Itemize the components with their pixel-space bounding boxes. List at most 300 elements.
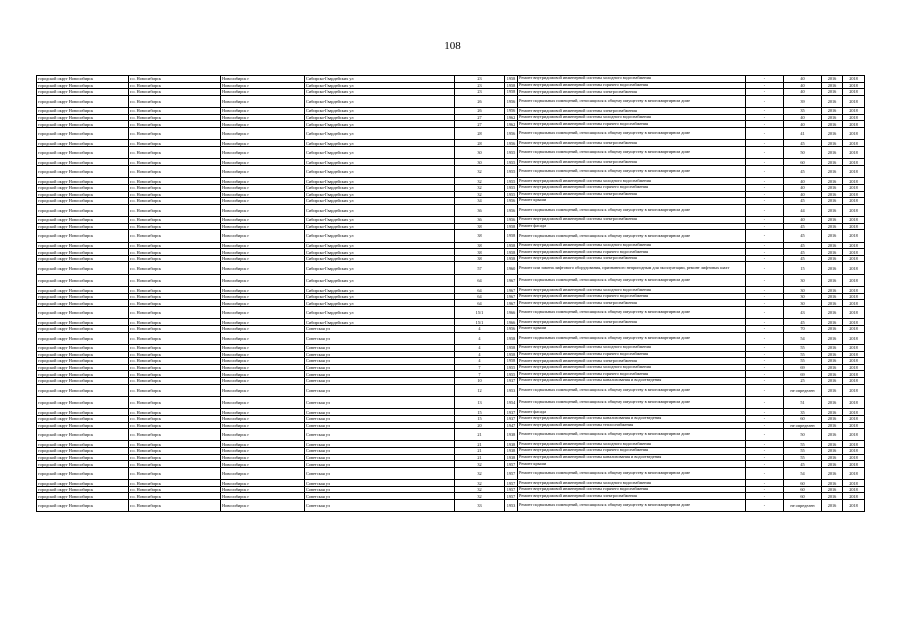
year-from-cell: 2016: [822, 371, 843, 378]
value-cell: 35: [784, 409, 822, 416]
city-cell: Новосибирск г: [221, 429, 305, 441]
table-row: [37, 217, 865, 224]
table-row: [37, 344, 865, 351]
year-to-cell: 2018: [843, 467, 865, 479]
value-cell: 45: [784, 255, 822, 262]
dash-cell: -: [746, 274, 784, 286]
district-cell: городской округ Новосибирск: [37, 159, 129, 166]
value-cell: 30: [784, 287, 822, 294]
work-type-cell: Ремонт или замена лифтового оборудования, признанного непригодным для эксплуатации, ремонт лифтовых шахт: [518, 262, 746, 274]
dash-cell: -: [746, 255, 784, 262]
city-cell: Новосибирск г: [221, 146, 305, 158]
street-cell: Советская ул: [305, 461, 455, 468]
year-from-cell: 2016: [822, 165, 843, 177]
year-to-cell: 2018: [843, 493, 865, 500]
dash-cell: -: [746, 178, 784, 185]
district-cell: городской округ Новосибирск: [37, 300, 129, 307]
settlement-cell: г.о. Новосибирск: [129, 480, 221, 487]
district-cell: городской округ Новосибирск: [37, 82, 129, 89]
build-year-cell: 1955: [505, 165, 518, 177]
settlement-cell: г.о. Новосибирск: [129, 300, 221, 307]
house-number-cell: 21: [455, 454, 505, 461]
settlement-cell: г.о. Новосибирск: [129, 178, 221, 185]
city-cell: Новосибирск г: [221, 415, 305, 422]
year-from-cell: 2016: [822, 146, 843, 158]
year-to-cell: 2018: [843, 371, 865, 378]
district-cell: городской округ Новосибирск: [37, 204, 129, 216]
city-cell: Новосибирск г: [221, 184, 305, 191]
year-to-cell: 2018: [843, 351, 865, 358]
district-cell: городской округ Новосибирск: [37, 415, 129, 422]
district-cell: городской округ Новосибирск: [37, 454, 129, 461]
year-to-cell: 2018: [843, 384, 865, 396]
year-from-cell: 2016: [822, 307, 843, 319]
work-type-cell: Ремонт внутридомовой инженерной системы электроснабжения: [518, 300, 746, 307]
house-number-cell: 4: [455, 325, 505, 332]
year-to-cell: 2018: [843, 217, 865, 224]
table-row: [37, 159, 865, 166]
year-to-cell: 2018: [843, 89, 865, 96]
street-cell: Сибирско-Гвардейских ул: [305, 76, 455, 83]
street-cell: Сибирско-Гвардейских ул: [305, 230, 455, 242]
house-number-cell: 12: [455, 384, 505, 396]
settlement-cell: г.о. Новосибирск: [129, 89, 221, 96]
work-type-cell: Ремонт внутридомовой инженерной системы горячего водоснабжения: [518, 184, 746, 191]
settlement-cell: г.о. Новосибирск: [129, 377, 221, 384]
settlement-cell: г.о. Новосибирск: [129, 467, 221, 479]
settlement-cell: г.о. Новосибирск: [129, 121, 221, 128]
build-year-cell: 1966: [505, 307, 518, 319]
street-cell: Сибирско-Гвардейских ул: [305, 127, 455, 139]
street-cell: Сибирско-Гвардейских ул: [305, 274, 455, 286]
value-cell: 55: [784, 351, 822, 358]
table-row: [37, 454, 865, 461]
year-to-cell: 2018: [843, 325, 865, 332]
work-type-cell: Ремонт крыши: [518, 325, 746, 332]
street-cell: Сибирско-Гвардейских ул: [305, 319, 455, 326]
district-cell: городской округ Новосибирск: [37, 198, 129, 205]
build-year-cell: 1958: [505, 230, 518, 242]
value-cell: 40: [784, 82, 822, 89]
year-from-cell: 2016: [822, 480, 843, 487]
table-row: [37, 178, 865, 185]
city-cell: Новосибирск г: [221, 82, 305, 89]
work-type-cell: Ремонт фасада: [518, 409, 746, 416]
street-cell: Советская ул: [305, 371, 455, 378]
street-cell: Сибирско-Гвардейских ул: [305, 249, 455, 256]
dash-cell: -: [746, 114, 784, 121]
settlement-cell: г.о. Новосибирск: [129, 249, 221, 256]
table-row: [37, 274, 865, 286]
table-row: [37, 204, 865, 216]
district-cell: городской округ Новосибирск: [37, 89, 129, 96]
dash-cell: -: [746, 76, 784, 83]
district-cell: городской округ Новосибирск: [37, 114, 129, 121]
year-to-cell: 2018: [843, 121, 865, 128]
street-cell: Сибирско-Гвардейских ул: [305, 140, 455, 147]
settlement-cell: г.о. Новосибирск: [129, 140, 221, 147]
build-year-cell: 1967: [505, 300, 518, 307]
settlement-cell: г.о. Новосибирск: [129, 358, 221, 365]
house-number-cell: 27: [455, 114, 505, 121]
value-cell: 60: [784, 159, 822, 166]
house-number-cell: 32: [455, 467, 505, 479]
district-cell: городской округ Новосибирск: [37, 344, 129, 351]
table-row: [37, 461, 865, 468]
year-from-cell: 2016: [822, 351, 843, 358]
street-cell: Советская ул: [305, 409, 455, 416]
city-cell: Новосибирск г: [221, 198, 305, 205]
work-type-cell: Ремонт внутридомовой инженерной системы холодного водоснабжения: [518, 364, 746, 371]
build-year-cell: 1967: [505, 287, 518, 294]
district-cell: городской округ Новосибирск: [37, 178, 129, 185]
settlement-cell: г.о. Новосибирск: [129, 204, 221, 216]
build-year-cell: 1967: [505, 293, 518, 300]
year-from-cell: 2016: [822, 82, 843, 89]
city-cell: Новосибирск г: [221, 396, 305, 408]
table-row: [37, 493, 865, 500]
house-number-cell: 32: [455, 165, 505, 177]
build-year-cell: 1953: [505, 500, 518, 512]
build-year-cell: 1947: [505, 422, 518, 429]
value-cell: 39: [784, 95, 822, 107]
house-number-cell: 20: [455, 422, 505, 429]
build-year-cell: 1958: [505, 344, 518, 351]
city-cell: Новосибирск г: [221, 223, 305, 230]
table-row: [37, 415, 865, 422]
dash-cell: -: [746, 319, 784, 326]
city-cell: Новосибирск г: [221, 204, 305, 216]
build-year-cell: 1956: [505, 108, 518, 115]
dash-cell: -: [746, 332, 784, 344]
street-cell: Сибирско-Гвардейских ул: [305, 121, 455, 128]
table-row: [37, 262, 865, 274]
house-number-cell: 34: [455, 198, 505, 205]
city-cell: Новосибирск г: [221, 159, 305, 166]
table-row: [37, 89, 865, 96]
city-cell: Новосибирск г: [221, 454, 305, 461]
street-cell: Советская ул: [305, 441, 455, 448]
street-cell: Советская ул: [305, 415, 455, 422]
dash-cell: -: [746, 82, 784, 89]
build-year-cell: 1956: [505, 95, 518, 107]
house-number-cell: 38: [455, 242, 505, 249]
settlement-cell: г.о. Новосибирск: [129, 325, 221, 332]
work-type-cell: Ремонт внутридомовой инженерной системы электроснабжения: [518, 89, 746, 96]
table-row: [37, 500, 865, 512]
year-to-cell: 2018: [843, 358, 865, 365]
house-number-cell: 28: [455, 127, 505, 139]
year-from-cell: 2016: [822, 344, 843, 351]
value-cell: 70: [784, 325, 822, 332]
build-year-cell: 1955: [505, 364, 518, 371]
year-to-cell: 2018: [843, 454, 865, 461]
district-cell: городской округ Новосибирск: [37, 184, 129, 191]
work-type-cell: Ремонт внутридомовой инженерной системы электроснабжения: [518, 140, 746, 147]
settlement-cell: г.о. Новосибирск: [129, 396, 221, 408]
settlement-cell: г.о. Новосибирск: [129, 371, 221, 378]
house-number-cell: 15: [455, 415, 505, 422]
value-cell: не определен: [784, 500, 822, 512]
work-type-cell: Ремонт внутридомовой инженерной системы канализования и водоотведения: [518, 377, 746, 384]
value-cell: 45: [784, 223, 822, 230]
house-number-cell: 10: [455, 377, 505, 384]
street-cell: Советская ул: [305, 384, 455, 396]
dash-cell: -: [746, 165, 784, 177]
street-cell: Сибирско-Гвардейских ул: [305, 146, 455, 158]
dash-cell: -: [746, 448, 784, 455]
dash-cell: -: [746, 344, 784, 351]
table-row: [37, 409, 865, 416]
value-cell: 69: [784, 364, 822, 371]
work-type-cell: Ремонт внутридомовой инженерной системы горячего водоснабжения: [518, 351, 746, 358]
house-number-cell: 4: [455, 344, 505, 351]
city-cell: Новосибирск г: [221, 371, 305, 378]
year-from-cell: 2016: [822, 461, 843, 468]
settlement-cell: г.о. Новосибирск: [129, 242, 221, 249]
work-type-cell: Ремонт внутридомовой инженерной системы холодного водоснабжения: [518, 287, 746, 294]
build-year-cell: 1958: [505, 89, 518, 96]
city-cell: Новосибирск г: [221, 165, 305, 177]
city-cell: Новосибирск г: [221, 486, 305, 493]
city-cell: Новосибирск г: [221, 325, 305, 332]
settlement-cell: г.о. Новосибирск: [129, 293, 221, 300]
district-cell: городской округ Новосибирск: [37, 307, 129, 319]
build-year-cell: 1958: [505, 358, 518, 365]
table-row: [37, 114, 865, 121]
house-number-cell: 36: [455, 204, 505, 216]
street-cell: Сибирско-Гвардейских ул: [305, 255, 455, 262]
year-from-cell: 2016: [822, 217, 843, 224]
city-cell: Новосибирск г: [221, 249, 305, 256]
district-cell: городской округ Новосибирск: [37, 121, 129, 128]
district-cell: городской округ Новосибирск: [37, 441, 129, 448]
street-cell: Сибирско-Гвардейских ул: [305, 204, 455, 216]
city-cell: Новосибирск г: [221, 95, 305, 107]
city-cell: Новосибирск г: [221, 332, 305, 344]
street-cell: Советская ул: [305, 480, 455, 487]
table-row: [37, 255, 865, 262]
build-year-cell: 1955: [505, 178, 518, 185]
house-number-cell: 30: [455, 146, 505, 158]
build-year-cell: 1938: [505, 441, 518, 448]
work-type-cell: Ремонт внутридомовой инженерной системы горячего водоснабжения: [518, 249, 746, 256]
table-row: [37, 377, 865, 384]
dash-cell: -: [746, 300, 784, 307]
work-type-cell: Ремонт внутридомовой инженерной системы электроснабжения: [518, 255, 746, 262]
city-cell: Новосибирск г: [221, 351, 305, 358]
house-number-cell: 4: [455, 358, 505, 365]
table-row: [37, 480, 865, 487]
settlement-cell: г.о. Новосибирск: [129, 429, 221, 441]
dash-cell: -: [746, 429, 784, 441]
settlement-cell: г.о. Новосибирск: [129, 441, 221, 448]
city-cell: Новосибирск г: [221, 262, 305, 274]
value-cell: 44: [784, 204, 822, 216]
table-row: [37, 364, 865, 371]
work-type-cell: Ремонт внутридомовой инженерной системы холодного водоснабжения: [518, 242, 746, 249]
dash-cell: -: [746, 364, 784, 371]
house-number-cell: 57: [455, 262, 505, 274]
year-to-cell: 2018: [843, 448, 865, 455]
district-cell: городской округ Новосибирск: [37, 140, 129, 147]
year-from-cell: 2016: [822, 184, 843, 191]
settlement-cell: г.о. Новосибирск: [129, 344, 221, 351]
city-cell: Новосибирск г: [221, 377, 305, 384]
work-type-cell: Ремонт внутридомовой инженерной системы горячего водоснабжения: [518, 486, 746, 493]
year-from-cell: 2016: [822, 230, 843, 242]
year-from-cell: 2016: [822, 159, 843, 166]
work-type-cell: Ремонт подвальных помещений, относящихся к общему имуществу в многоквартирном доме: [518, 307, 746, 319]
build-year-cell: 1957: [505, 486, 518, 493]
dash-cell: -: [746, 121, 784, 128]
city-cell: Новосибирск г: [221, 448, 305, 455]
settlement-cell: г.о. Новосибирск: [129, 319, 221, 326]
city-cell: Новосибирск г: [221, 500, 305, 512]
value-cell: 54: [784, 332, 822, 344]
table-row: [37, 293, 865, 300]
house-number-cell: 4: [455, 351, 505, 358]
district-cell: городской округ Новосибирск: [37, 230, 129, 242]
house-number-cell: 21: [455, 448, 505, 455]
value-cell: 60: [784, 493, 822, 500]
build-year-cell: 1938: [505, 454, 518, 461]
table-row: [37, 198, 865, 205]
city-cell: Новосибирск г: [221, 108, 305, 115]
dash-cell: -: [746, 140, 784, 147]
work-type-cell: Ремонт внутридомовой инженерной системы электроснабжения: [518, 159, 746, 166]
year-from-cell: 2016: [822, 114, 843, 121]
street-cell: Сибирско-Гвардейских ул: [305, 165, 455, 177]
district-cell: городской округ Новосибирск: [37, 351, 129, 358]
settlement-cell: г.о. Новосибирск: [129, 493, 221, 500]
dash-cell: -: [746, 500, 784, 512]
year-to-cell: 2018: [843, 255, 865, 262]
work-type-cell: Ремонт подвальных помещений, относящихся к общему имуществу в многоквартирном доме: [518, 467, 746, 479]
table-row: [37, 441, 865, 448]
dash-cell: -: [746, 461, 784, 468]
build-year-cell: 1958: [505, 255, 518, 262]
house-number-cell: 32: [455, 486, 505, 493]
district-cell: городской округ Новосибирск: [37, 293, 129, 300]
district-cell: городской округ Новосибирск: [37, 165, 129, 177]
city-cell: Новосибирск г: [221, 384, 305, 396]
house-number-cell: 32: [455, 178, 505, 185]
build-year-cell: 1956: [505, 325, 518, 332]
street-cell: Советская ул: [305, 325, 455, 332]
dash-cell: -: [746, 230, 784, 242]
settlement-cell: г.о. Новосибирск: [129, 95, 221, 107]
dash-cell: -: [746, 146, 784, 158]
year-from-cell: 2016: [822, 140, 843, 147]
year-from-cell: 2016: [822, 255, 843, 262]
dash-cell: -: [746, 454, 784, 461]
city-cell: Новосибирск г: [221, 76, 305, 83]
year-from-cell: 2016: [822, 95, 843, 107]
table-row: [37, 127, 865, 139]
district-cell: городской округ Новосибирск: [37, 422, 129, 429]
year-from-cell: 2016: [822, 293, 843, 300]
year-to-cell: 2018: [843, 242, 865, 249]
year-to-cell: 2018: [843, 184, 865, 191]
table-row: [37, 184, 865, 191]
work-type-cell: Ремонт крыши: [518, 461, 746, 468]
year-to-cell: 2018: [843, 429, 865, 441]
year-from-cell: 2016: [822, 121, 843, 128]
street-cell: Сибирско-Гвардейских ул: [305, 307, 455, 319]
work-type-cell: Ремонт внутридомовой инженерной системы холодного водоснабжения: [518, 441, 746, 448]
build-year-cell: 1962: [505, 121, 518, 128]
year-from-cell: 2016: [822, 300, 843, 307]
page-number: 108: [444, 40, 461, 52]
district-cell: городской округ Новосибирск: [37, 493, 129, 500]
district-cell: городской округ Новосибирск: [37, 461, 129, 468]
table-row: [37, 140, 865, 147]
settlement-cell: г.о. Новосибирск: [129, 409, 221, 416]
street-cell: Сибирско-Гвардейских ул: [305, 300, 455, 307]
street-cell: Сибирско-Гвардейских ул: [305, 95, 455, 107]
table-row: [37, 384, 865, 396]
value-cell: 69: [784, 371, 822, 378]
settlement-cell: г.о. Новосибирск: [129, 351, 221, 358]
year-from-cell: 2016: [822, 249, 843, 256]
dash-cell: -: [746, 371, 784, 378]
build-year-cell: 1955: [505, 146, 518, 158]
year-from-cell: 2016: [822, 409, 843, 416]
table-row: [37, 332, 865, 344]
table-row: [37, 95, 865, 107]
build-year-cell: 1958: [505, 76, 518, 83]
settlement-cell: г.о. Новосибирск: [129, 486, 221, 493]
table-row: [37, 76, 865, 83]
street-cell: Сибирско-Гвардейских ул: [305, 184, 455, 191]
house-number-cell: 4: [455, 332, 505, 344]
city-cell: Новосибирск г: [221, 480, 305, 487]
district-cell: городской округ Новосибирск: [37, 384, 129, 396]
table-row: [37, 230, 865, 242]
table-row: [37, 351, 865, 358]
year-to-cell: 2018: [843, 500, 865, 512]
house-number-cell: 15: [455, 409, 505, 416]
work-type-cell: Ремонт внутридомовой инженерной системы горячего водоснабжения: [518, 371, 746, 378]
work-type-cell: Ремонт внутридомовой инженерной системы электроснабжения: [518, 191, 746, 198]
value-cell: 55: [784, 454, 822, 461]
city-cell: Новосибирск г: [221, 358, 305, 365]
year-from-cell: 2016: [822, 454, 843, 461]
city-cell: Новосибирск г: [221, 364, 305, 371]
table-row: [37, 287, 865, 294]
settlement-cell: г.о. Новосибирск: [129, 384, 221, 396]
district-cell: городской округ Новосибирск: [37, 467, 129, 479]
work-type-cell: Ремонт подвальных помещений, относящихся к общему имуществу в многоквартирном доме: [518, 165, 746, 177]
dash-cell: -: [746, 159, 784, 166]
year-to-cell: 2018: [843, 461, 865, 468]
city-cell: Новосибирск г: [221, 293, 305, 300]
dash-cell: -: [746, 287, 784, 294]
street-cell: Советская ул: [305, 422, 455, 429]
table-row: [37, 82, 865, 89]
settlement-cell: г.о. Новосибирск: [129, 500, 221, 512]
year-from-cell: 2016: [822, 493, 843, 500]
year-to-cell: 2018: [843, 114, 865, 121]
build-year-cell: 1967: [505, 274, 518, 286]
table-row: [37, 191, 865, 198]
dash-cell: -: [746, 204, 784, 216]
city-cell: Новосибирск г: [221, 255, 305, 262]
settlement-cell: г.о. Новосибирск: [129, 191, 221, 198]
build-year-cell: 1958: [505, 82, 518, 89]
work-type-cell: Ремонт внутридомовой инженерной системы горячего водоснабжения: [518, 82, 746, 89]
